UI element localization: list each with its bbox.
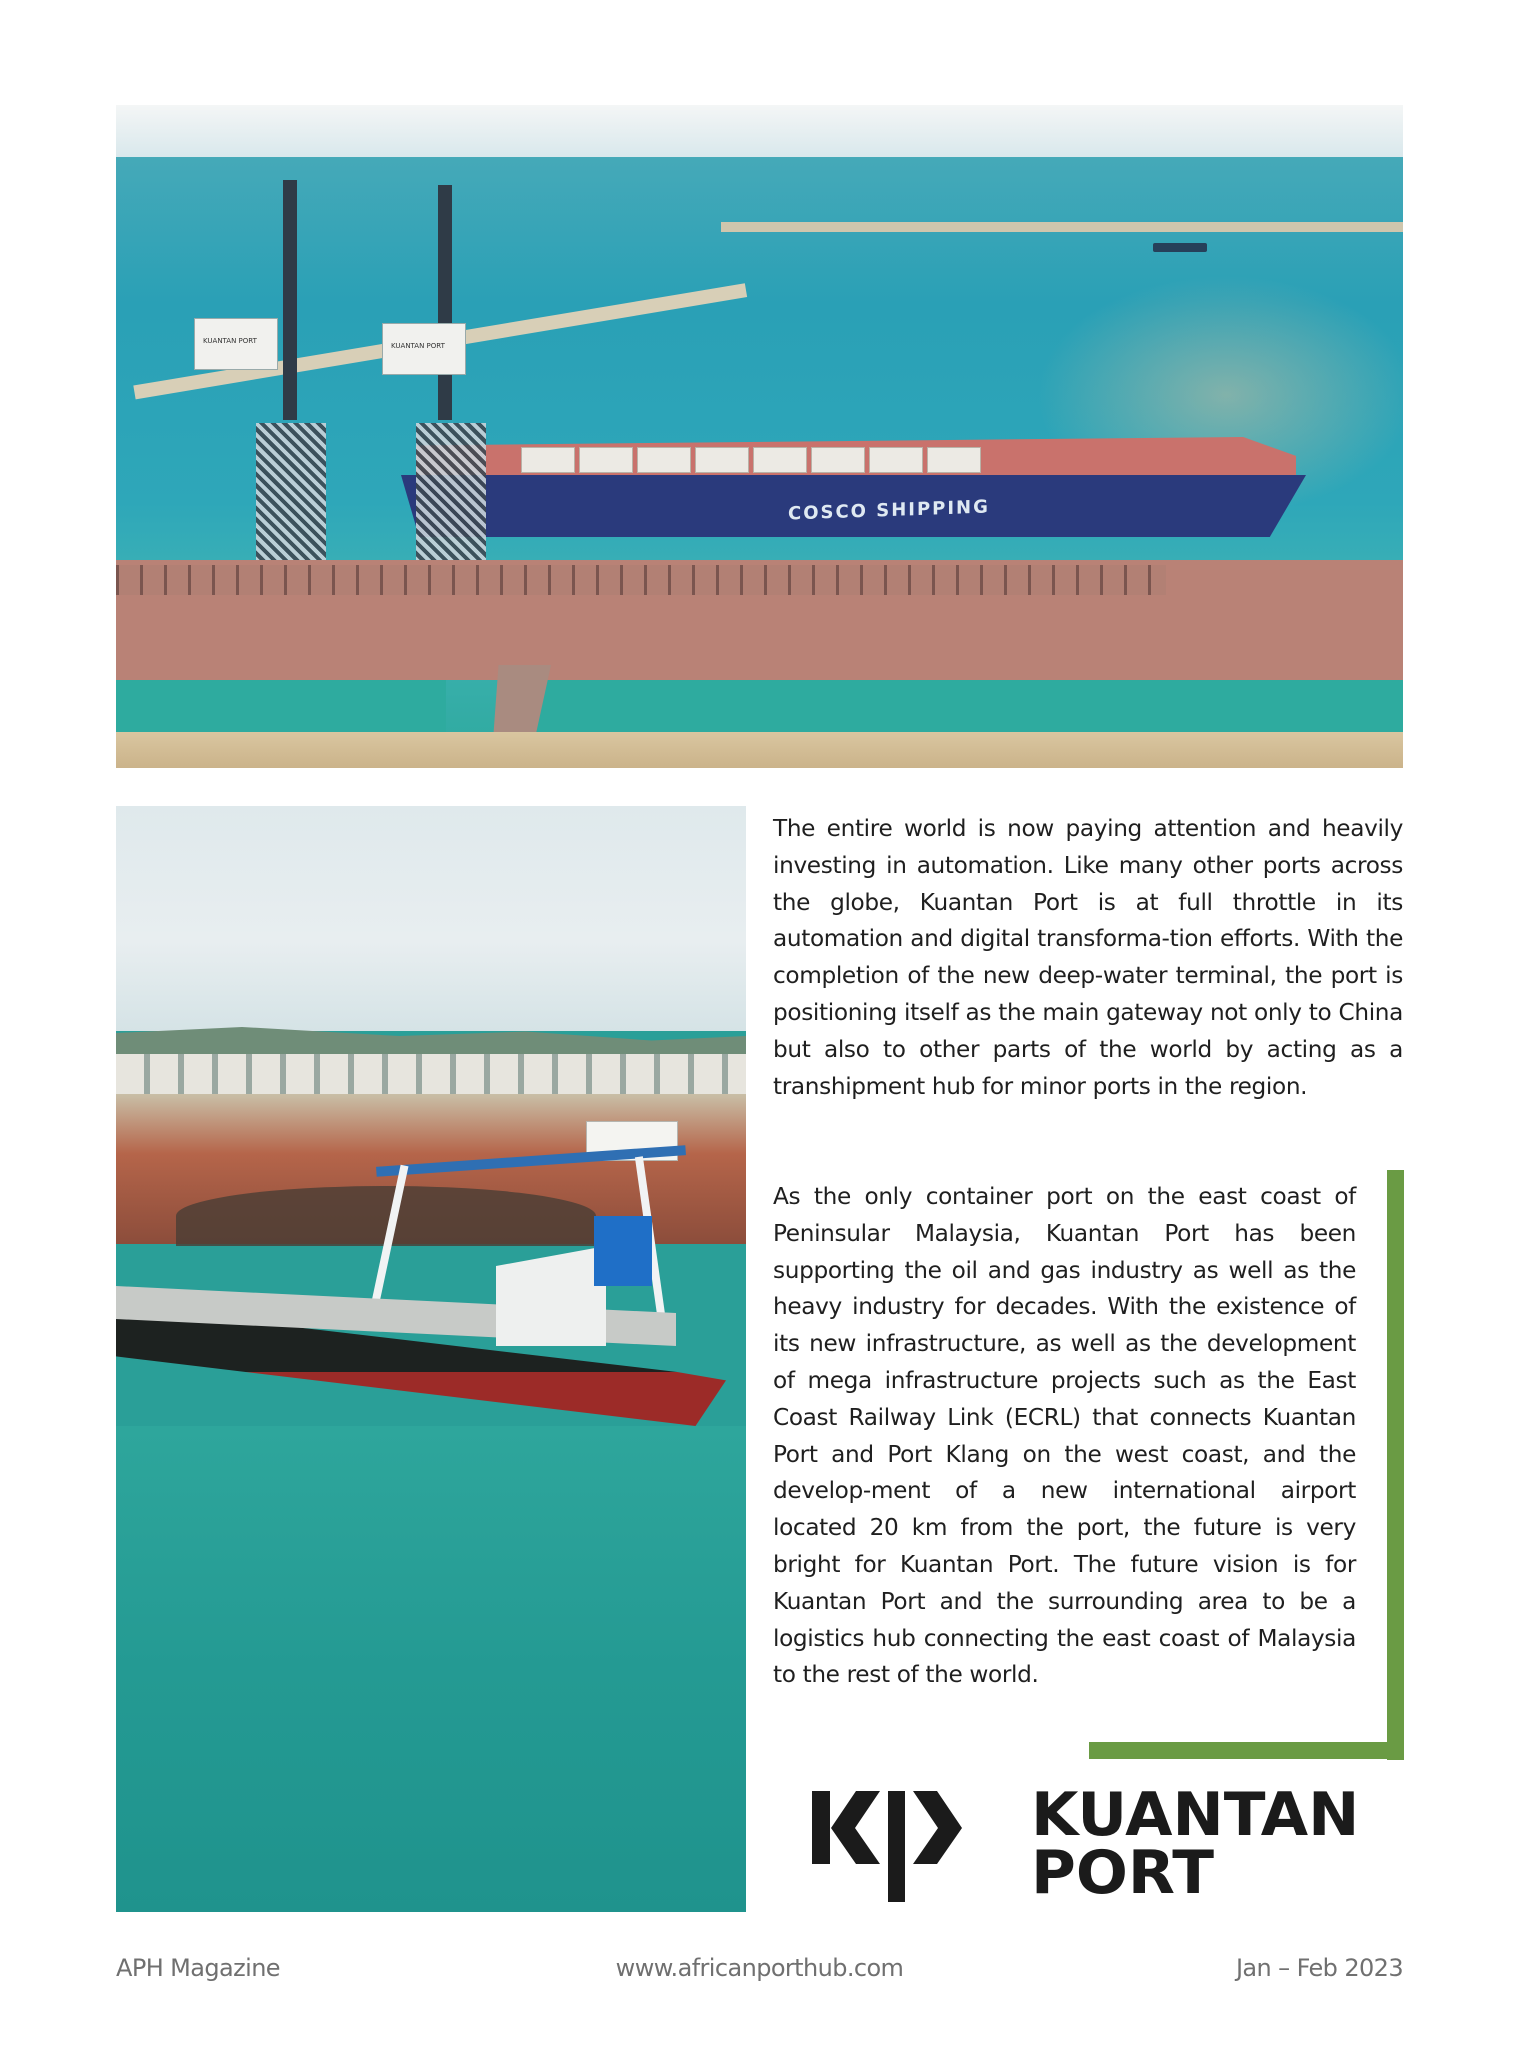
basin-water	[536, 680, 1403, 732]
basin-water	[116, 680, 446, 732]
photo-sky	[116, 105, 1403, 157]
ship-superstructure	[496, 1246, 606, 1346]
footer-website-link[interactable]: www.africanporthub.com	[615, 1954, 904, 1982]
crane-cab	[382, 323, 466, 375]
logo-wordmark	[1031, 1780, 1360, 1908]
top-port-photo	[116, 105, 1403, 768]
conveyor-rail	[116, 565, 1166, 595]
article-paragraph-1: The entire world is now paying attention and heavily investing in automation. Like many other ports across the globe, Kuantan Port is at full throttle in its automation and digital transforma-tion efforts. With the completion of the new deep-water terminal, the port is positioning itself as the main gateway not only to China but also to other parts of the world by acting as a transhipment hub for minor ports in the region.	[773, 815, 1403, 1100]
hatch-cover	[869, 447, 923, 473]
page-footer	[116, 1954, 1403, 1986]
logo-line-2: PORT	[1031, 1838, 1215, 1908]
hatch-cover	[521, 447, 575, 473]
ship-funnel	[594, 1216, 652, 1286]
sea-water	[116, 1426, 746, 1912]
footer-issue-date: Jan – Feb 2023	[1235, 1954, 1403, 1982]
hatch-cover	[695, 447, 749, 473]
hatch-cover	[927, 447, 981, 473]
ship-hull-text: COSCO SHIPPING	[788, 496, 990, 525]
accent-bracket-horizontal	[1089, 1742, 1404, 1759]
article-paragraph-2: As the only container port on the east coast of Peninsular Malaysia, Kuantan Port has been supporting the oil and gas industry as well as the heavy industry for decades. With the existence of its new infrastructure, as well as the development of mega infrastructure projects such as the East Coast Railway Link (ECRL) that connects Kuantan Port and Port Klang on the west coast, and the develop-ment of a new international airport located 20 km from the port, the future is very bright for Kuantan Port. The future vision is for Kuantan Port and the surrounding area to be a logistics hub connecting the east coast of Malaysia to the rest of the world.	[773, 1183, 1356, 1689]
hatch-cover	[753, 447, 807, 473]
hatch-cover	[811, 447, 865, 473]
logo-line-1: KUANTAN	[1031, 1780, 1360, 1850]
breakwater	[721, 222, 1403, 232]
hatch-cover	[579, 447, 633, 473]
storage-tanks	[116, 1054, 746, 1094]
accent-bracket-vertical	[1387, 1170, 1404, 1760]
kuantan-port-logo	[812, 1780, 1372, 1908]
footer-publication: APH Magazine	[116, 1954, 280, 1982]
left-port-photo	[116, 806, 746, 1912]
photo-sky	[116, 806, 746, 1031]
crane-mast	[438, 185, 452, 420]
crane-leg	[256, 423, 326, 573]
shoreline	[116, 732, 1403, 768]
hatch-cover	[637, 447, 691, 473]
crane-cab	[194, 318, 278, 370]
crane-mast	[283, 180, 297, 420]
tugboat	[1153, 243, 1207, 252]
crane-cab-text: KUANTAN PORT	[391, 342, 445, 350]
kp-logo-mark-icon	[812, 1788, 962, 1902]
crane-cab-text: KUANTAN PORT	[203, 337, 257, 345]
crane-leg	[416, 423, 486, 573]
